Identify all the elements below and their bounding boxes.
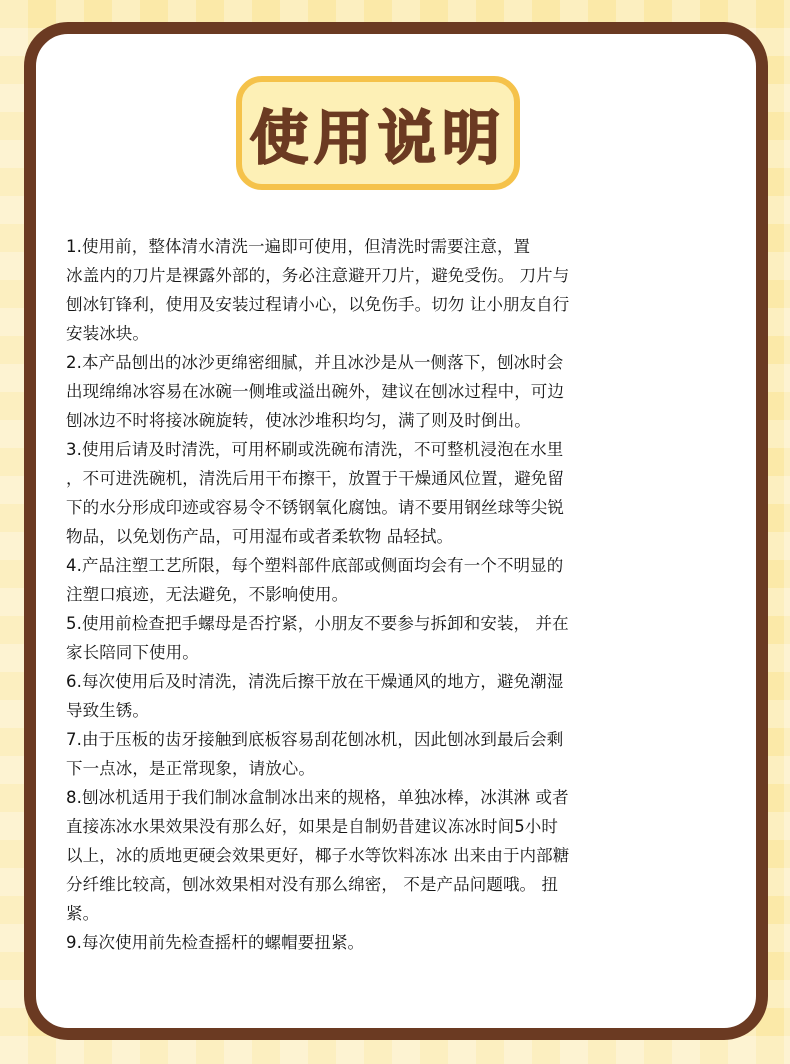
instruction-line: 7.由于压板的齿牙接触到底板容易刮花刨冰机，因此刨冰到最后会剩 [66,730,564,749]
instruction-line: 5.使用前检查把手螺母是否拧紧，小朋友不要参与拆卸和安装， 并在 [66,614,569,633]
title-badge [236,76,520,190]
instruction-line: 分纤维比较高，刨冰效果相对没有那么绵密， 不是产品问题哦。 扭 [66,875,559,894]
instruction-line: 安装冰块。 [66,324,149,343]
instruction-line: 刨冰钉锋利，使用及安装过程请小心，以免伤手。切勿 让小朋友自行 [66,295,570,314]
instruction-line: 3.使用后请及时清洗，可用杯刷或洗碗布清洗，不可整机浸泡在水里 [66,440,564,459]
instruction-line: 8.刨冰机适用于我们制冰盒制冰出来的规格，单独冰棒，冰淇淋 或者 [66,788,569,807]
instruction-line: 下一点冰，是正常现象，请放心。 [66,759,315,778]
instruction-line: 6.每次使用后及时清洗，清洗后擦干放在干燥通风的地方，避免潮湿 [66,672,564,691]
instruction-line: 注塑口痕迹，无法避免，不影响使用。 [66,585,349,604]
instruction-line: 直接冻冰水果效果没有那么好，如果是自制奶昔建议冻冰时间5小时 [66,817,558,836]
instruction-line: 2.本产品刨出的冰沙更绵密细腻，并且冰沙是从一侧落下，刨冰时会 [66,353,564,372]
instruction-line: 家长陪同下使用。 [66,643,199,662]
page-title: 使用说明 [249,104,506,172]
instruction-line: 冰盖内的刀片是裸露外部的，务必注意避开刀片，避免受伤。 刀片与 [66,266,570,285]
instructions-text [66,232,670,957]
instruction-line: 出现绵绵冰容易在冰碗一侧堆或溢出碗外，建议在刨冰过程中，可边 [66,382,564,401]
instruction-line: 刨冰边不时将接冰碗旋转，使冰沙堆积均匀，满了则及时倒出。 [66,411,531,430]
instruction-line: 下的水分形成印迹或容易令不锈钢氧化腐蚀。请不要用钢丝球等尖锐 [66,498,564,517]
instruction-line: 1.使用前，整体清水清洗一遍即可使用，但清洗时需要注意，置 [66,237,531,256]
instruction-line: 4.产品注塑工艺所限，每个塑料部件底部或侧面均会有一个不明显的 [66,556,564,575]
instruction-line: 9.每次使用前先检查摇杆的螺帽要扭紧。 [66,933,365,952]
instruction-line: 以上，冰的质地更硬会效果更好，椰子水等饮料冻冰 出来由于内部糖 [66,846,570,865]
instruction-line: 紧。 [66,904,100,923]
instruction-line: 物品，以免划伤产品，可用湿布或者柔软物 品轻拭。 [66,527,454,546]
instruction-line: 导致生锈。 [66,701,149,720]
instruction-line: ，不可进洗碗机，清洗后用干布擦干，放置于干燥通风位置，避免留 [66,469,564,488]
